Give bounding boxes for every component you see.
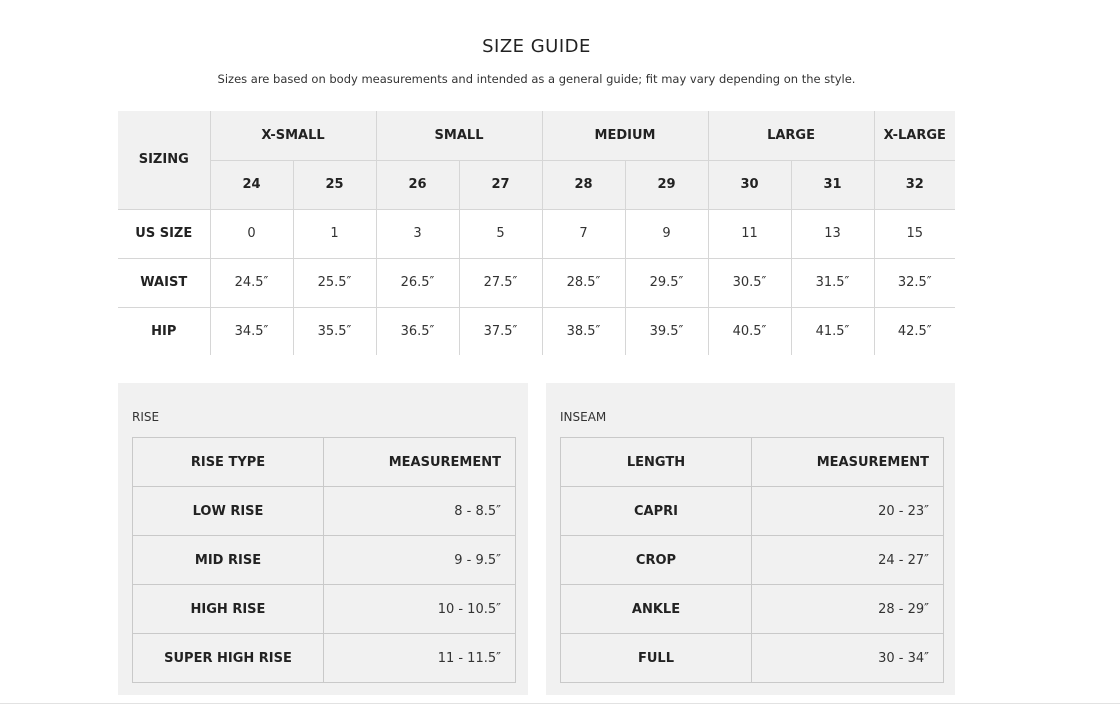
rise-type-cell: MID RISE — [133, 536, 324, 585]
table-cell: 7 — [542, 209, 625, 258]
size-number-header: 30 — [708, 160, 791, 209]
table-cell: 3 — [376, 209, 459, 258]
table-cell: 13 — [791, 209, 874, 258]
table-cell: 42.5″ — [897, 323, 932, 339]
table-cell: 24.5″ — [210, 258, 293, 307]
table-cell: 30.5″ — [708, 258, 791, 307]
table-cell: 25.5″ — [293, 258, 376, 307]
table-row — [561, 487, 944, 536]
table-cell: 35.5″ — [293, 307, 376, 355]
table-cell: 27.5″ — [459, 258, 542, 307]
measurement-header: MEASUREMENT — [752, 438, 944, 487]
rise-type-cell: SUPER HIGH RISE — [133, 634, 324, 683]
inseam-table — [560, 437, 944, 683]
size-number-header: 32 — [874, 160, 955, 209]
row-label-us-size: US SIZE — [118, 209, 210, 258]
row-label-hip: HIP — [118, 307, 210, 355]
bottom-divider — [0, 703, 1120, 704]
table-cell: 9 — [625, 209, 708, 258]
size-number-header: 25 — [293, 160, 376, 209]
table-cell: 38.5″ — [542, 307, 625, 355]
table-row — [561, 634, 944, 683]
size-number-header: 28 — [542, 160, 625, 209]
rise-panel — [118, 383, 528, 695]
size-number-header: 31 — [791, 160, 874, 209]
length-cell: ANKLE — [561, 585, 752, 634]
table-row — [133, 634, 516, 683]
table-cell: 34.5″ — [210, 307, 293, 355]
table-row — [118, 307, 955, 355]
table-row — [118, 258, 955, 307]
table-header-row — [133, 438, 516, 487]
table-cell: 40.5″ — [708, 307, 791, 355]
table-cell: 1 — [293, 209, 376, 258]
length-header: LENGTH — [561, 438, 752, 487]
inseam-title: INSEAM — [560, 410, 607, 424]
inseam-panel — [546, 383, 955, 695]
table-cell: 28.5″ — [542, 258, 625, 307]
page-subtitle: Sizes are based on body measurements and intended as a general guide; fit may vary depending on the style. — [217, 72, 856, 86]
length-cell: CAPRI — [561, 487, 752, 536]
size-number-header: 29 — [625, 160, 708, 209]
row-label-waist: WAIST — [118, 258, 210, 307]
table-cell: 37.5″ — [459, 307, 542, 355]
measurement-cell: 8 - 8.5″ — [324, 487, 516, 536]
table-cell: 39.5″ — [625, 307, 708, 355]
measurement-header: MEASUREMENT — [324, 438, 516, 487]
measurement-cell: 30 - 34″ — [752, 634, 944, 683]
size-group-header: MEDIUM — [542, 111, 708, 160]
measurement-cell: 11 - 11.5″ — [324, 634, 516, 683]
size-number-header: 27 — [459, 160, 542, 209]
length-cell: CROP — [561, 536, 752, 585]
table-cell: 15 — [874, 209, 955, 258]
rise-type-header: RISE TYPE — [133, 438, 324, 487]
table-row — [118, 209, 955, 258]
size-group-header: X-LARGE — [874, 111, 955, 160]
table-cell: 29.5″ — [625, 258, 708, 307]
rise-table — [132, 437, 516, 683]
size-group-header: SMALL — [376, 111, 542, 160]
rise-title: RISE — [132, 410, 160, 424]
table-row — [561, 536, 944, 585]
rise-type-cell: HIGH RISE — [133, 585, 324, 634]
length-cell: FULL — [561, 634, 752, 683]
measurement-cell: 10 - 10.5″ — [324, 585, 516, 634]
table-cell: 32.5″ — [874, 258, 955, 307]
measurement-cell: 9 - 9.5″ — [324, 536, 516, 585]
size-group-header: X-SMALL — [210, 111, 376, 160]
table-header-row — [561, 438, 944, 487]
page-title: SIZE GUIDE — [482, 36, 591, 57]
size-table — [118, 111, 955, 355]
table-row — [561, 585, 944, 634]
table-row — [133, 487, 516, 536]
sizing-header: SIZING — [118, 111, 210, 209]
measurement-cell: 24 - 27″ — [752, 536, 944, 585]
table-cell: 5 — [459, 209, 542, 258]
table-cell: 11 — [708, 209, 791, 258]
size-number-header: 24 — [210, 160, 293, 209]
measurement-cell: 28 - 29″ — [752, 585, 944, 634]
table-row — [133, 585, 516, 634]
rise-type-cell: LOW RISE — [133, 487, 324, 536]
table-cell: 26.5″ — [376, 258, 459, 307]
table-cell: 41.5″ — [791, 307, 874, 355]
measurement-cell: 20 - 23″ — [752, 487, 944, 536]
table-row — [133, 536, 516, 585]
table-cell: 36.5″ — [376, 307, 459, 355]
table-cell: 0 — [210, 209, 293, 258]
table-cell: 31.5″ — [791, 258, 874, 307]
size-number-header: 26 — [376, 160, 459, 209]
size-group-header: LARGE — [708, 111, 874, 160]
